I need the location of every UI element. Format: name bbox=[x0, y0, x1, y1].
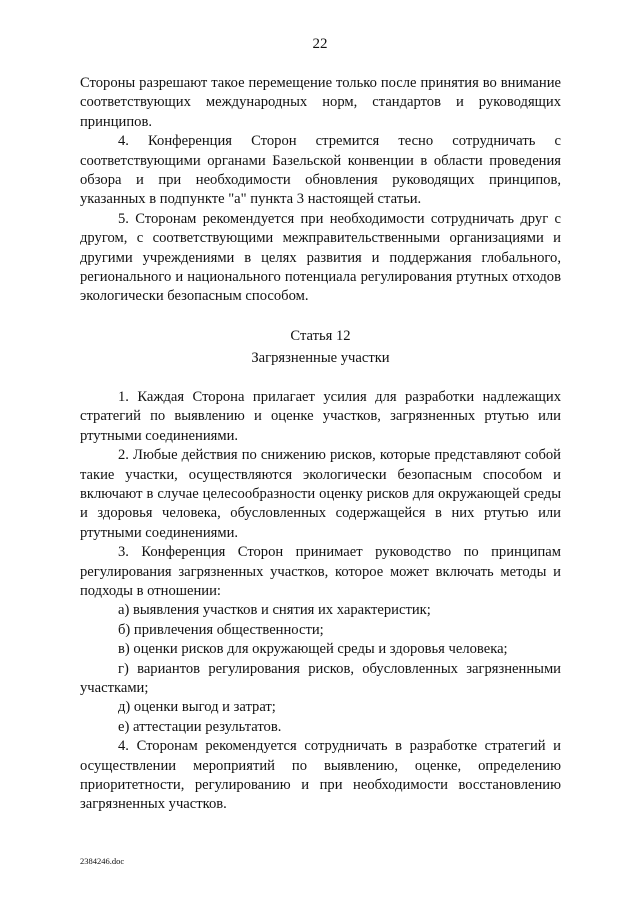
list-item-d: г) вариантов регулирования рисков, обусловленных загрязненными участками; bbox=[80, 660, 561, 696]
article-paragraph-2: 2. Любые действия по снижению рисков, которые представляют собой такие участки, осуществляются экологически безопасным способом и включают в случае целесообразности оценку рисков для окружающей среды и здоровья человека, обусловленных содержащейся в них ртутью или ртутными соединениями. bbox=[80, 447, 561, 541]
paragraph-5: 5. Сторонам рекомендуется при необходимости сотрудничать друг с другом, с соответствующими межправительственными организациями и другими учреждениями в целях развития и поддержания глобального, регионального и национального потенциала регулирования ртутных отходов экологически безопасным способом. bbox=[80, 210, 561, 305]
article-paragraph-4: 4. Сторонам рекомендуется сотрудничать в разработке стратегий и осуществлении мероприятий по выявлению, оценке, определению приоритетности, регулированию и при необходимости восстановлению загрязненных участков. bbox=[80, 738, 561, 813]
page-number: 22 bbox=[312, 36, 328, 52]
list-item-f: е) аттестации результатов. bbox=[118, 718, 282, 735]
list-item-b: б) привлечения общественности; bbox=[118, 621, 324, 638]
article-paragraph-3: 3. Конференция Сторон принимает руководство по принципам регулирования загрязненных участков, которое может включать методы и подходы в отношении: bbox=[80, 544, 561, 599]
list-item-a: а) выявления участков и снятия их характеристик; bbox=[118, 602, 431, 619]
article-title: Загрязненные участки bbox=[251, 349, 390, 366]
article-number: Статья 12 bbox=[290, 327, 351, 344]
document-body bbox=[80, 74, 561, 815]
paragraph-continuation: Стороны разрешают такое перемещение только после принятия во внимание соответствующих международных норм, стандартов и руководящих принципов. bbox=[80, 75, 561, 130]
paragraph-4: 4. Конференция Сторон стремится тесно сотрудничать с соответствующими органами Базельской конвенции в области проведения обзора и при необходимости обновления руководящих принципов, указанных в подпункте "а" пункта 3 настоящей статьи. bbox=[80, 133, 561, 208]
list-item-e: д) оценки выгод и затрат; bbox=[118, 699, 276, 716]
article-heading bbox=[80, 325, 561, 369]
list-item-c: в) оценки рисков для окружающей среды и здоровья человека; bbox=[118, 641, 508, 658]
article-paragraph-1: 1. Каждая Сторона прилагает усилия для разработки надлежащих стратегий по выявлению и оценке участков, загрязненных ртутью или ртутными соединениями. bbox=[80, 388, 561, 444]
footer-filename: 2384246.doc bbox=[80, 856, 125, 866]
